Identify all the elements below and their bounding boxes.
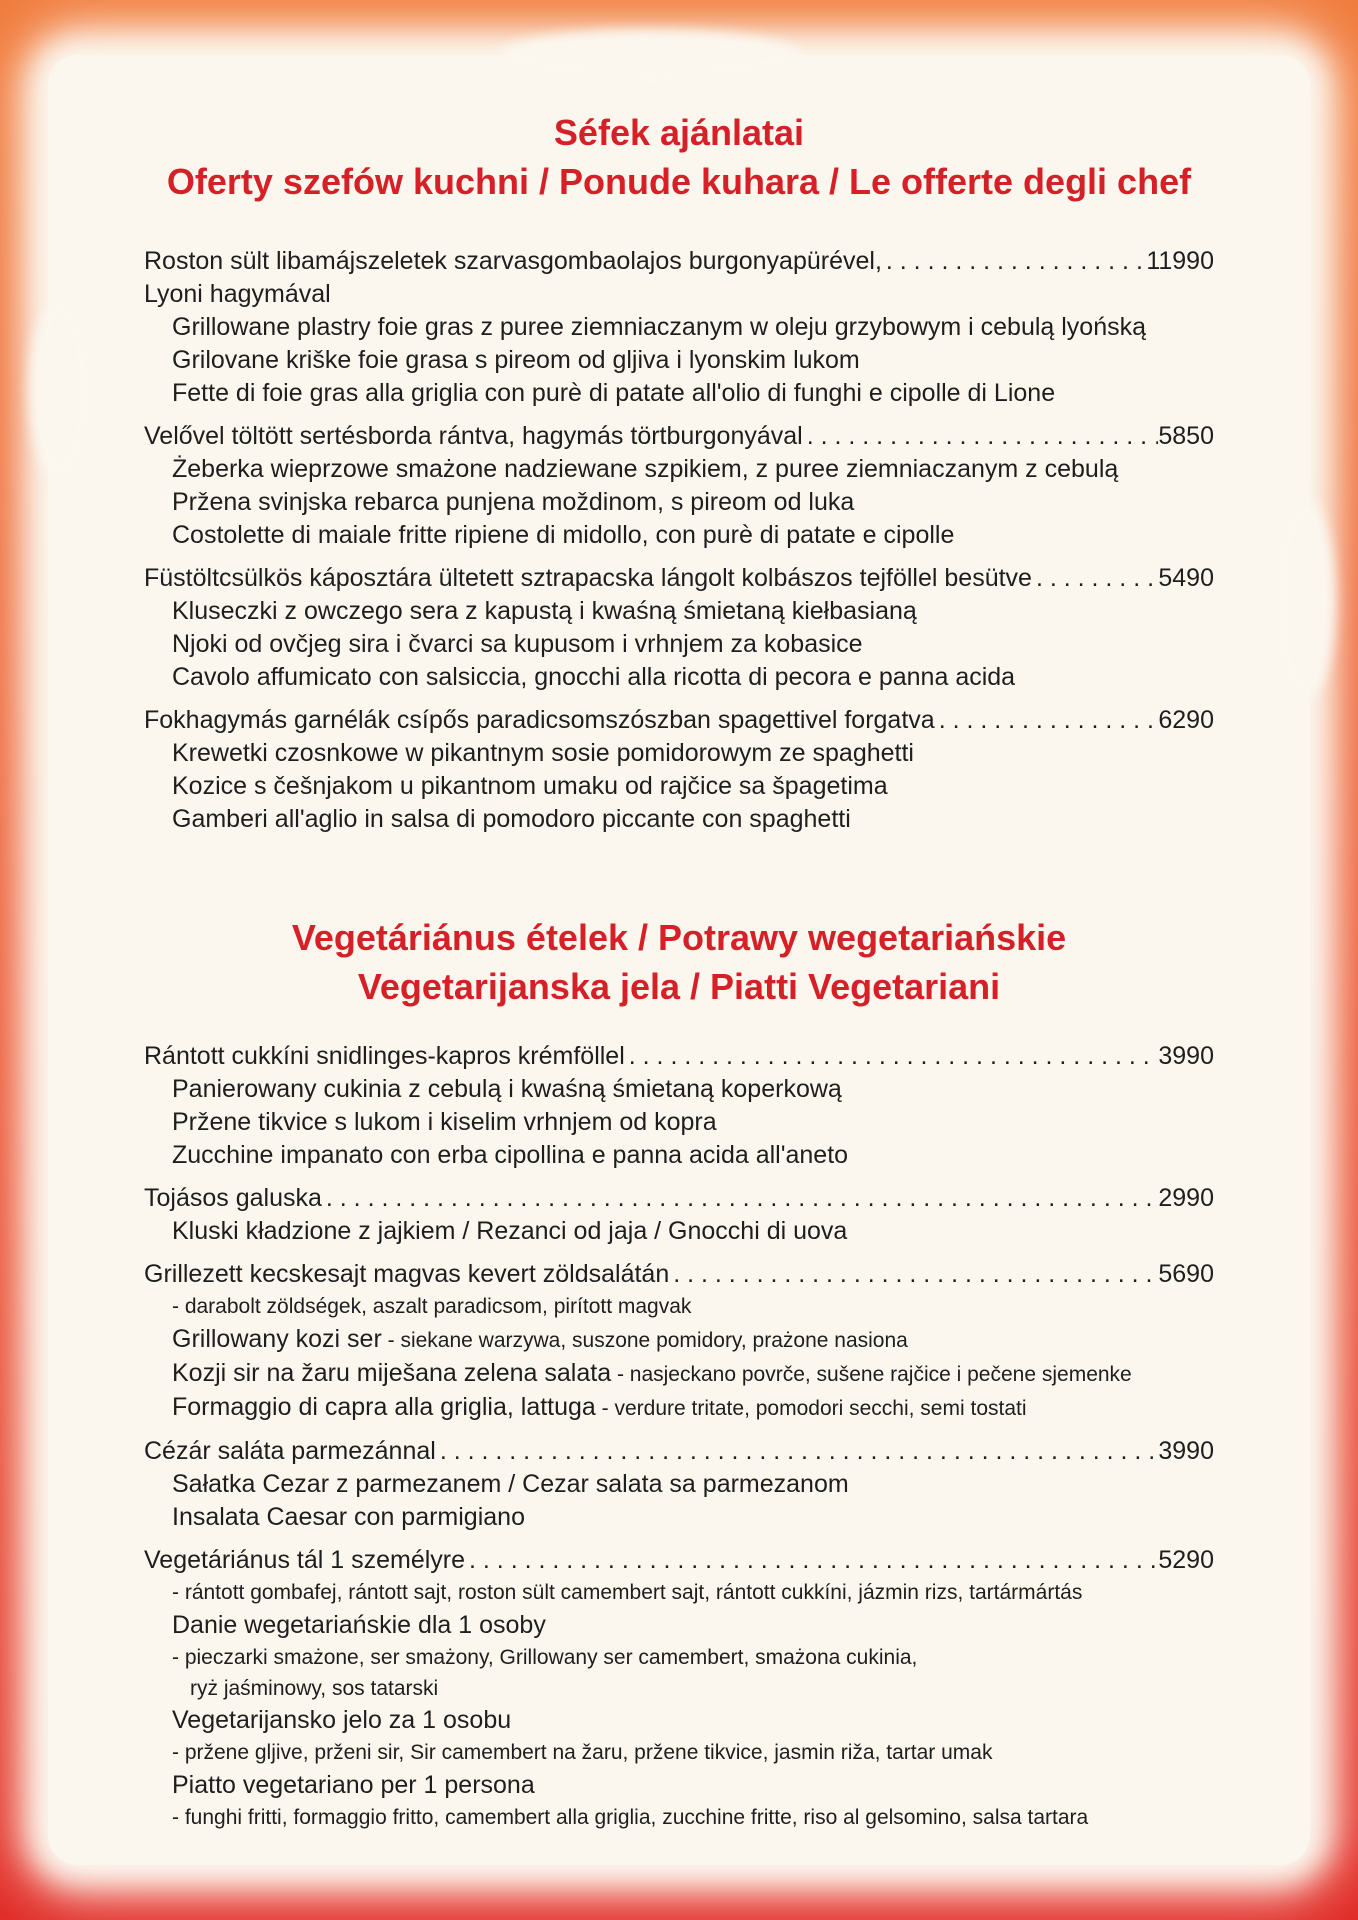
chef-items (144, 245, 1244, 846)
menu-item-header (144, 562, 1214, 595)
item-translation-pl: Krewetki czosnkowe w pikantnym sosie pomidorowym ze spaghetti (172, 739, 914, 767)
item-translation-it: Insalata Caesar con parmigiano (172, 1503, 525, 1531)
item-price: 6290 (1158, 706, 1214, 734)
translation-detail: - siekane warzywa, suszone pomidory, prażone nasiona (381, 1329, 908, 1352)
item-translation-hr (144, 1357, 1244, 1391)
veg-title-line2: Vegetarijanska jela / Piatti Vegetariani (357, 966, 1001, 1007)
item-name: Grillezett kecskesajt magvas kevert zöldsalátán (144, 1260, 670, 1288)
item-translation-hr: Kozice s češnjakom u pikantnom umaku od rajčice sa špagetima (172, 772, 888, 800)
item-price: 5290 (1158, 1546, 1214, 1574)
item-price: 5690 (1158, 1260, 1214, 1288)
item-ingredients-note-hr: - pržene gljive, prženi sir, Sir camembert na žaru, pržene tikvice, jasmin riža, tartar umak (172, 1741, 993, 1764)
dot-leader (669, 1258, 1158, 1291)
dot-leader (465, 1544, 1158, 1577)
menu-item (144, 420, 1244, 552)
menu-item (144, 1258, 1244, 1425)
menu-item-header (144, 1258, 1214, 1291)
menu-item (144, 704, 1244, 836)
item-ingredients-note-it: - funghi fritti, formaggio fritto, camembert alla griglia, zucchine fritte, riso al gelsomino, salsa tartara (172, 1806, 1089, 1829)
item-translation-hr: Grilovane kriške foie grasa s pireom od gljiva i lyonskim lukom (172, 346, 860, 374)
item-name-continued: Lyoni hagymával (144, 280, 331, 308)
item-price: 5850 (1158, 422, 1214, 450)
item-price: 11990 (1146, 247, 1214, 275)
item-name: Rántott cukkíni snidlinges-kapros krémföllel (144, 1042, 625, 1070)
item-translation-pl: Żeberka wieprzowe smażone nadziewane szpikiem, z puree ziemniaczanym z cebulą (172, 455, 1119, 483)
item-translation-hr: Njoki od ovčjeg sira i čvarci sa kupusom i vrhnjem za kobasice (172, 630, 863, 658)
menu-item-header (144, 704, 1214, 737)
menu-item (144, 245, 1244, 410)
item-translation-hr: Pržena svinjska rebarca punjena moždinom, s pireom od luka (172, 488, 855, 516)
veg-title-line1: Vegetáriánus ételek / Potrawy wegetariańskie (291, 917, 1067, 958)
item-translation-pl (144, 1323, 1244, 1357)
menu-item-header (144, 1544, 1214, 1577)
item-name: Tojásos galuska (144, 1184, 322, 1212)
dot-leader (625, 1040, 1159, 1073)
menu-item-header (144, 420, 1214, 453)
menu-item-header (144, 1435, 1214, 1468)
item-name: Roston sült libamájszeletek szarvasgombaolajos burgonyapürével, (144, 247, 882, 275)
menu-item-header (144, 1040, 1214, 1073)
dot-leader (322, 1182, 1158, 1215)
item-ingredients-note-pl: - pieczarki smażone, ser smażony, Grillowany ser camembert, smażona cukinia, (172, 1646, 918, 1669)
item-name: Cézár saláta parmezánnal (144, 1437, 436, 1465)
dot-leader (803, 420, 1159, 453)
item-translation-pl: Panierowany cukinia z cebulą i kwaśną śmietaną koperkową (172, 1075, 842, 1103)
item-translation-it: Zucchine impanato con erba cipollina e panna acida all'aneto (172, 1141, 849, 1169)
item-translation-it: Cavolo affumicato con salsiccia, gnocchi alla ricotta di pecora e panna acida (172, 663, 1016, 691)
item-price: 3990 (1158, 1437, 1214, 1465)
item-translation-hr: Pržene tikvice s lukom i kiselim vrhnjem od kopra (172, 1108, 717, 1136)
translation-name: Grillowany kozi ser (172, 1325, 382, 1353)
item-translation-it: Gamberi all'aglio in salsa di pomodoro piccante con spaghetti (172, 805, 851, 833)
translation-name: Kozji sir na žaru miješana zelena salata (172, 1359, 612, 1387)
translation-detail: - nasjeckano povrče, sušene rajčice i pečene sjemenke (611, 1363, 1132, 1386)
item-translation-it (144, 1391, 1244, 1425)
item-translation-pl: Danie wegetariańskie dla 1 osoby (172, 1611, 546, 1639)
chef-section-title (0, 108, 1358, 206)
item-name: Fokhagymás garnélák csípős paradicsomszószban spagettivel forgatva (144, 706, 935, 734)
menu-item-header (144, 245, 1214, 278)
chef-title-line2: Oferty szefów kuchni / Ponude kuhara / Le offerte degli chef (166, 161, 1192, 202)
menu-item (144, 1182, 1244, 1248)
dot-leader (436, 1435, 1159, 1468)
item-translation-hr: Vegetarijansko jelo za 1 osobu (172, 1706, 512, 1734)
menu-item (144, 1040, 1244, 1172)
item-name: Füstöltcsülkös káposztára ültetett sztrapacska lángolt kolbászos tejföllel besütve (144, 564, 1032, 592)
item-translation-it: Costolette di maiale fritte ripiene di midollo, con purè di patate e cipolle (172, 521, 955, 549)
item-name: Vegetáriánus tál 1 személyre (144, 1546, 466, 1574)
item-ingredients-note-pl-cont: ryż jaśminowy, sos tatarski (190, 1677, 439, 1700)
veg-items (144, 1040, 1244, 1844)
menu-item-header (144, 1182, 1214, 1215)
item-price: 2990 (1158, 1184, 1214, 1212)
dot-leader (935, 704, 1159, 737)
item-ingredients-note: - darabolt zöldségek, aszalt paradicsom, pirított magvak (172, 1295, 692, 1318)
item-price: 5490 (1158, 564, 1214, 592)
dot-leader (882, 245, 1146, 278)
item-translation-it: Fette di foie gras alla griglia con purè di patate all'olio di funghi e cipolle di Lione (172, 379, 1056, 407)
item-price: 3990 (1158, 1042, 1214, 1070)
chef-title-line1: Séfek ajánlatai (553, 112, 805, 153)
item-translation-it: Piatto vegetariano per 1 persona (172, 1771, 535, 1799)
item-name: Velővel töltött sertésborda rántva, hagymás törtburgonyával (144, 422, 803, 450)
item-translations: Kluski kładzione z jajkiem / Rezanci od jaja / Gnocchi di uova (172, 1217, 848, 1245)
item-translation-pl: Kluseczki z owczego sera z kapustą i kwaśną śmietaną kiełbasianą (172, 597, 917, 625)
dot-leader (1032, 562, 1158, 595)
translation-name: Formaggio di capra alla griglia, lattuga (172, 1393, 596, 1421)
item-translation-pl: Grillowane plastry foie gras z puree ziemniaczanym w oleju grzybowym i cebulą lyońską (172, 313, 1147, 341)
translation-detail: - verdure tritate, pomodori secchi, semi tostati (595, 1397, 1027, 1420)
menu-item (144, 1435, 1244, 1534)
item-ingredients-note: - rántott gombafej, rántott sajt, roston sült camembert sajt, rántott cukkíni, jázmin rizs, tartármártás (172, 1581, 1083, 1604)
menu-item (144, 562, 1244, 694)
veg-section-title (0, 913, 1358, 1011)
menu-item (144, 1544, 1244, 1834)
item-translation-pl-hr: Sałatka Cezar z parmezanem / Cezar salata sa parmezanom (172, 1470, 849, 1498)
